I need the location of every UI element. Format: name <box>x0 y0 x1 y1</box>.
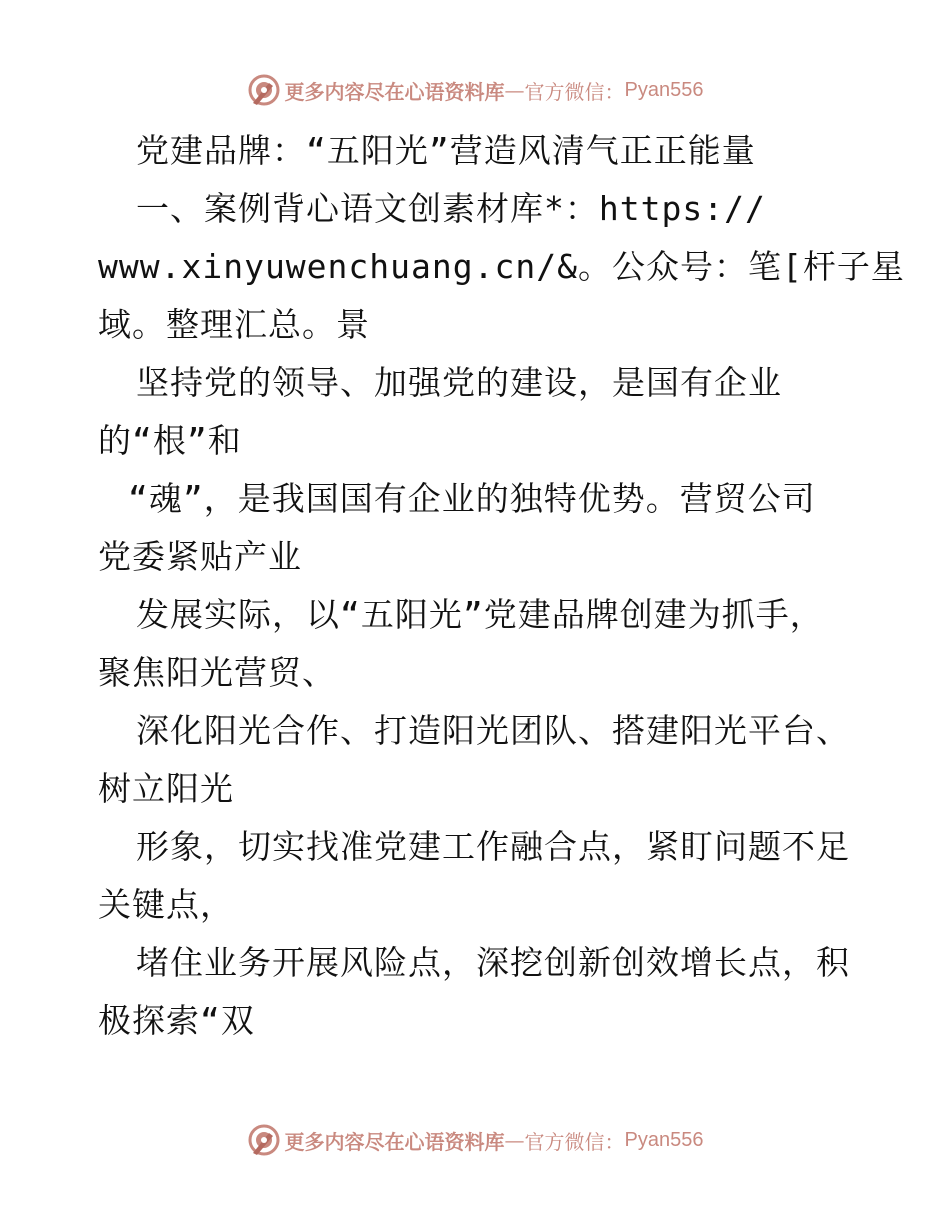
watermark-separator: — <box>504 78 525 102</box>
text-line: 堵住业务开展风险点，深挖创新创效增长点，积 <box>136 943 850 982</box>
text-line: 深化阳光合作、打造阳光团队、搭建阳光平台、 <box>136 711 850 750</box>
watermark-text: 更多内容尽在心语资料库 <box>284 1129 505 1154</box>
document-title: 党建品牌：“五阳光”营造风清气正正能量 <box>136 131 756 170</box>
text-line: 域。整理汇总。景 <box>98 305 370 344</box>
pen-circle-logo-icon <box>247 1123 281 1157</box>
text-line: 极探索“双 <box>98 1001 255 1040</box>
watermark-text: 更多内容尽在心语资料库 <box>284 79 505 104</box>
text-line: 坚持党的领导、加强党的建设，是国有企业 <box>136 363 782 402</box>
footer-watermark <box>0 1120 950 1160</box>
header-watermark <box>0 70 950 110</box>
watermark-wechat-label: 官方微信： <box>524 79 625 104</box>
watermark-separator: — <box>504 1128 525 1152</box>
pen-circle-logo-icon <box>247 73 281 107</box>
text-line: 发展实际，以“五阳光”党建品牌创建为抓手， <box>136 595 824 634</box>
watermark-wechat-label: 官方微信： <box>524 1129 625 1154</box>
text-line: 聚焦阳光营贸、 <box>98 653 336 692</box>
text-line: 形象，切实找准党建工作融合点，紧盯问题不足 <box>136 827 850 866</box>
watermark-wechat-id: Pyan556 <box>624 78 704 101</box>
text-line: www.xinyuwenchuang.cn/&。公众号：笔[杆子星 <box>98 247 905 286</box>
text-line: “魂”，是我国国有企业的独特优势。营贸公司 <box>128 479 816 518</box>
text-line: 的“根”和 <box>98 421 242 460</box>
document-body <box>98 122 905 1050</box>
text-line: 树立阳光 <box>98 769 234 808</box>
text-line: 党委紧贴产业 <box>98 537 302 576</box>
text-line: 关键点， <box>98 885 234 924</box>
watermark-wechat-id: Pyan556 <box>624 1128 704 1151</box>
section-heading: 一、案例背心语文创素材库*：https:// <box>136 189 766 228</box>
